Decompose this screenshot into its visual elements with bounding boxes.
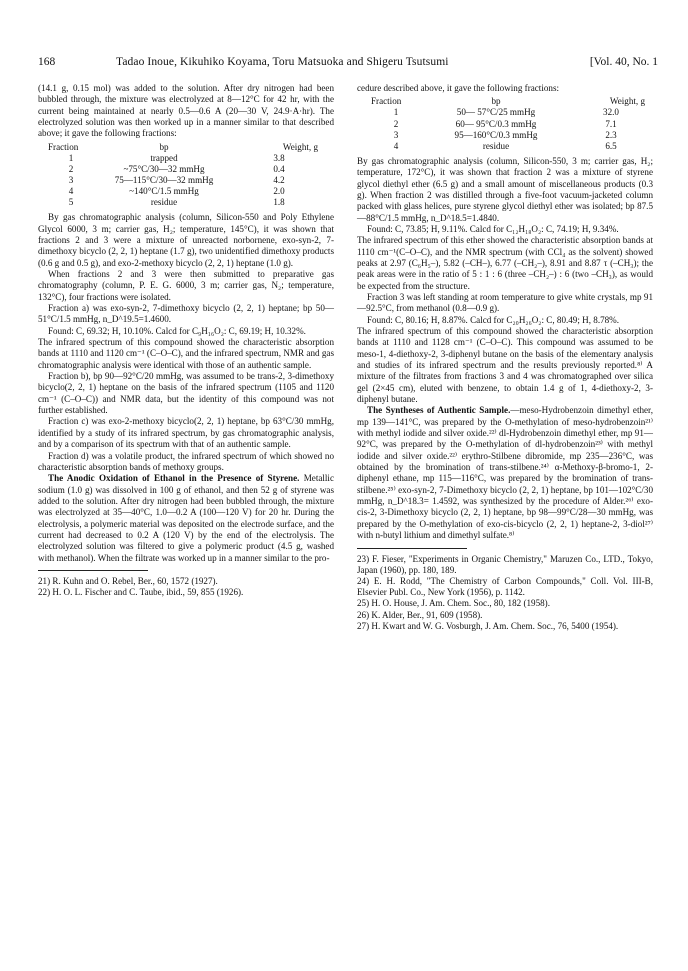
authors: Tadao Inoue, Kikuhiko Koyama, Toru Matsuoka and Shigeru Tsutsumi — [116, 56, 449, 68]
table-cell: 5 — [68, 197, 74, 208]
footnote: 24) E. H. Rodd, "The Chemistry of Carbon Compounds," Coll. Vol. III-B, Elsevier Publ. Co., New York (1956), p. 1142. — [357, 575, 653, 598]
paragraph: By gas chromatographic analysis (column, Silicon-550 and Poly Ethylene Glycol 6000, 3 m; carrier gas, H₂; temperature, 145°C), it was shown that fractions 2 and 3 were a mixture of unreacted norbornene, exo-syn-2, 7-dimethoxy bicyclo (2, 2, 1) heptane (1.7 g), two unidentified dimethoxy products (0.6 g and 0.5 g), and exo-2-methoxy bicyclo (2, 2, 1) heptane (1.0 g). — [38, 212, 334, 268]
footnote-rule — [357, 548, 467, 549]
paragraph: Fraction d) was a volatile product, the infrared spectrum of which showed no characteristic absorption bands of methoxy groups. — [38, 450, 334, 472]
paragraph: The infrared spectrum of this compound showed the characteristic absorption bands at 1110 and 1120 cm⁻¹ (C–O–C), and the infrared spectrum, NMR and gas chromatographic analysis were identical with those of an authentic sample. — [38, 337, 334, 370]
table-cell: 2.3 — [605, 129, 617, 140]
footnote: 26) K. Alder, Ber., 91, 609 (1958). — [357, 609, 483, 620]
table-cell: 0.4 — [273, 163, 285, 174]
table-cell: 7.1 — [605, 118, 617, 129]
footnote: 23) F. Fieser, "Experiments in Organic Chemistry," Maruzen Co., LTD., Tokyo, Japan (1960), pp. 180, 189. — [357, 553, 653, 575]
table-cell: 95—160°C/0.3 mmHg — [454, 129, 538, 140]
table-cell: residue — [482, 140, 510, 151]
fractions-table-1 — [38, 142, 334, 209]
paragraph: The infrared spectrum of this ether showed the characteristic absorption bands at 1110 cm⁻¹(C–O–C), and the NMR spectrum (with CCl₄ as the solvent) showed peaks at 2.97 (C₆H₅–), 5.82 (–CH–), 6.77 (–CH₂–), 8.91 and 8.87 τ (–CH₃); the peak areas were in the ratio of 5 : 1 : 6 (three –CH₂–) : 6 (two –CH₃), as would be expected from the structure. — [357, 235, 653, 291]
paragraph: Fraction a) was exo-syn-2, 7-dimethoxy bicyclo (2, 2, 1) heptane; bp 50—51°C/1.5 mmHg, n_D^19.5=1.4600. — [38, 303, 334, 325]
paragraph: (14.1 g, 0.15 mol) was added to the solution. After dry nitrogen had been bubbled through, the mixture was electrolyzed at 8—12°C for 42 hr, with the current being maintained at nearly 0.5—0.6 A (20—30 V, 24.9·A·hr). The electrolyzed solution was then worked up in a manner similar to that described above; it gave the following fractions: — [38, 83, 334, 139]
table-cell: ~140°C/1.5 mmHg — [129, 186, 199, 197]
table-cell: 4 — [393, 140, 399, 151]
table-cell: 4.2 — [273, 175, 285, 185]
section-paragraph — [357, 405, 653, 541]
footnotes — [38, 576, 334, 598]
paragraph: Fraction c) was exo-2-methoxy bicyclo(2, 2, 1) heptane, bp 63°C/30 mmHg, identified by a study of its infrared spectrum, by gas chromatographic analysis, and by a comparison of its spectrum with that of an authentic sample. — [38, 416, 334, 450]
table-cell: 2 — [68, 163, 74, 174]
paragraph: The infrared spectrum of this compound showed the characteristic absorption bands at 1110 and 1128 cm⁻¹ (C–O–C). This compound was assumed to be meso-1, 4-diethoxy-2, 3-diphenyl butane on the basis of the elementary analysis and studies of its infrared spectrum and the results previously reported.⁸⁾ A mixture of the filtrates from fractions 3 and 4 was chromatographed over silica gel (2×45 cm), eluted with benzene, to obtain 1.4 g of 1, 4-diethoxy-2, 3-diphenyl butane. — [357, 325, 653, 405]
paragraph: cedure described above, it gave the following fractions: — [357, 83, 560, 93]
section-heading: The Syntheses of Authentic Sample. — [367, 405, 511, 416]
table-cell: 1 — [393, 107, 399, 118]
paragraph: Found: C, 73.85; H, 9.11%. Calcd for C₁₂H₁₈O₂: C, 74.19; H, 9.34%. — [367, 223, 619, 234]
footnotes — [357, 554, 653, 632]
table-cell: 2.0 — [273, 186, 285, 197]
table-cell: trapped — [150, 152, 178, 163]
table-header: Weight, g — [282, 141, 318, 152]
paragraph: By gas chromatographic analysis (column, Silicon-550, 3 m; carrier gas, H₂; temperature, 172°C), it was shown that fraction 2 was a mixture of styrene glycol diethyl ether (6.5 g) and a small amount of miscellaneous products (0.3 g). When fraction 2 was distilled through a five-foot vacuum-jacketed column packed with glass helices, pure styrene glycol diethyl ether was isolated; bp 87.5—88°C/1.5 mmHg, n_D^18.5=1.4840. — [357, 155, 653, 223]
right-column — [357, 83, 653, 632]
paragraph: Found: C, 80.16; H, 8.87%. Calcd for C₂₀H₂₆O₂: C, 80.49; H, 8.78%. — [367, 314, 620, 325]
table-cell: 3 — [68, 175, 74, 185]
table-header: bp — [159, 141, 169, 152]
table-header: Weight, g — [609, 96, 645, 107]
footnote-rule — [38, 570, 148, 571]
table-cell: 3 — [393, 129, 399, 140]
table-header: Fraction — [48, 141, 79, 152]
paragraph: Found: C, 69.32; H, 10.10%. Calcd for C₉H₁₆O₂: C, 69.19; H, 10.32%. — [48, 325, 306, 336]
footnote: 21) R. Kuhn and O. Rebel, Ber., 60, 1572 (1927). — [38, 575, 218, 586]
table-cell: 6.5 — [605, 140, 617, 151]
table-cell: 3.8 — [273, 152, 285, 163]
paragraph-text: —meso-Hydrobenzoin dimethyl ether, mp 139—141°C, was prepared by the O-methylation of meso-hydrobenzoin²¹⁾ with methyl iodide and silver oxide.²²⁾ dl-Hydrobenzoin dimethyl ether, mp 91—92°C, was prepared by the O-methylation of dl-hydrobenzoin²³⁾ with methyl iodide and silver oxide.²²⁾ erythro-Stilbene dibromide, mp 235—236°C, was obtained by the bromination of trans-stilbene.²⁴⁾ α-Methoxy-β-bromo-1, 2-diphenyl ethane, mp 115—116°C, was prepared by the bromination of trans-stilbene.²⁵⁾ exo-syn-2, 7-Dimethoxy bicyclo (2, 2, 1) heptane, bp 101—102°C/30 mmHg, n_D^18.3= 1.4592, was synthesized by the procedure of Alder.²⁶⁾ exo-cis-2, 3-Dimethoxy bicyclo (2, 2, 1) heptane, bp 98—99°C/28—30 mmHg, was prepared by the O-methylation of exo-cis-bicyclo (2, 2, 1) heptane-2, 3-diol²⁷⁾ with n-butyl lithium and dimethyl sulfate.⁸⁾ — [357, 405, 653, 541]
volume-info: [Vol. 40, No. 1 — [589, 56, 658, 68]
table-cell: 60— 95°C/0.3 mmHg — [455, 118, 537, 129]
section-paragraph — [38, 473, 334, 564]
paragraph: Fraction 3 was left standing at room temperature to give white crystals, mp 91—92.5°C, from methanol (0.8—0.9 g). — [357, 291, 653, 314]
table-cell: residue — [150, 197, 178, 208]
footnote: 27) H. Kwart and W. G. Vosburgh, J. Am. Chem. Soc., 76, 5400 (1954). — [357, 620, 619, 631]
table-cell: 1 — [68, 152, 74, 163]
table-cell: 50— 57°C/25 mmHg — [456, 107, 536, 118]
left-column — [38, 83, 334, 598]
fractions-table-2 — [357, 96, 653, 151]
footnote: 22) H. O. L. Fischer and C. Taube, ibid., 59, 855 (1926). — [38, 587, 244, 598]
page-number: 168 — [38, 56, 56, 68]
table-cell: 1.8 — [273, 197, 285, 208]
paragraph: When fractions 2 and 3 were then submitted to preparative gas chromatography (column, P. E. G. 6000, 3 m; carrier gas, N₂; temperature, 132°C), four fractions were isolated. — [38, 269, 334, 302]
table-cell: ~75°C/30—32 mmHg — [123, 163, 205, 174]
table-cell: 2 — [393, 118, 399, 129]
table-cell: 32.0 — [603, 107, 619, 118]
table-cell: 75—115°C/30—32 mmHg — [114, 175, 214, 185]
table-cell: 4 — [68, 186, 74, 197]
paragraph: Fraction b), bp 90—92°C/20 mmHg, was assumed to be trans-2, 3-dimethoxy bicyclo(2, 2, 1) heptane on the basis of the infrared spectrum (1105 and 1120 cm⁻¹ (C–O–C)) and NMR data, but the identity of this compound was not further established. — [38, 371, 334, 416]
section-heading: The Anodic Oxidation of Ethanol in the Presence of Styrene. — [48, 473, 300, 484]
paragraph-text: Metallic sodium (1.0 g) was dissolved in 100 g of ethanol, and then 52 g of styrene was added to the solution. After dry nitrogen had been bubbled through, the mixture was electrolyzed at 35—40°C, 1.0—0.2 A (100—120 V) for 20 hr. During the electrolysis, a polymeric material was deposited on the electrode surface, and the current had decreased to 0.2 A (120 V) by the end of the electrolysis. The electrolyzed solution was filtered to give a polymeric product (4.5 g, washed with methanol). When the filtrate was worked up in a manner similar to the pro- — [38, 473, 334, 563]
table-header: Fraction — [371, 96, 402, 107]
table-header: bp — [491, 96, 501, 107]
footnote: 25) H. O. House, J. Am. Chem. Soc., 80, 182 (1958). — [357, 598, 550, 609]
